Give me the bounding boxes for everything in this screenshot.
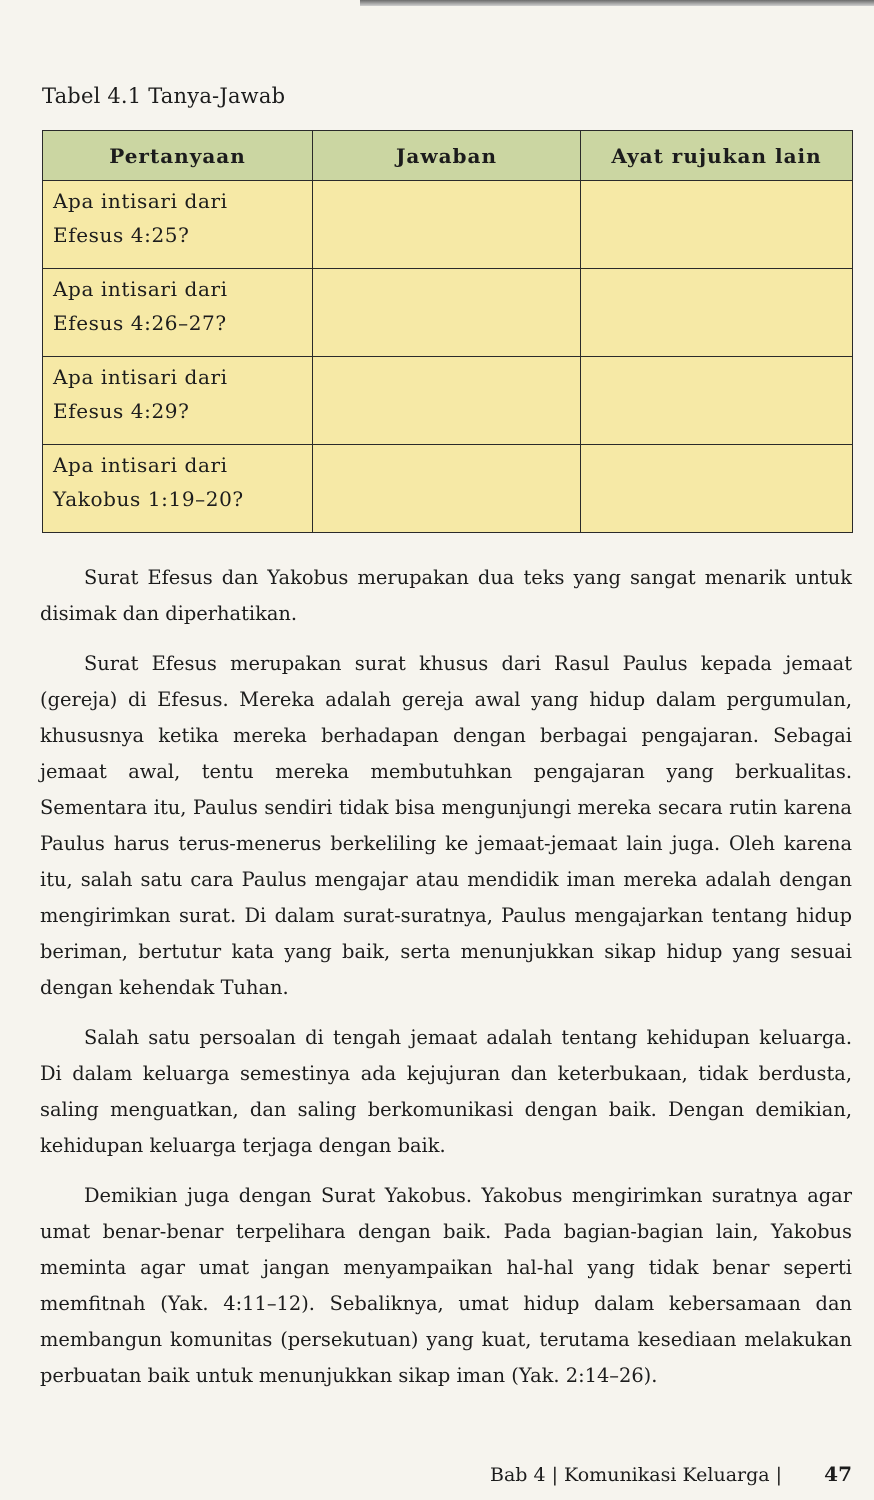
- answer-cell: [313, 445, 581, 533]
- reference-cell: [581, 181, 853, 269]
- paragraph: Surat Efesus merupakan surat khusus dari Rasul Paulus kepada jemaat (gereja) di Efesus. Mereka adalah gereja awal yang hidup dalam pergumulan, khususnya ketika mereka berhadapan dengan berbagai pengajaran. Sebagai jemaat awal, tentu mereka membutuhkan pengajaran yang berkualitas. Sementara itu, Paulus sendiri tidak bisa mengunjungi mereka secara rutin karena Paulus harus terus-menerus berkeliling ke jemaat-jemaat lain juga. Oleh karena itu, salah satu cara Paulus mengajar atau mendidik iman mereka adalah dengan mengirimkan surat. Di dalam surat-suratnya, Paulus mengajarkan tentang hidup beriman, bertutur kata yang baik, serta menunjukkan sikap hidup yang sesuai dengan kehendak Tuhan.: [40, 652, 852, 999]
- question-line: Yakobus 1:19–20?: [53, 487, 244, 511]
- answer-cell: [313, 181, 581, 269]
- page-number: 47: [824, 1462, 852, 1486]
- question-line: Efesus 4:26–27?: [53, 311, 227, 335]
- question-line: Apa intisari dari: [53, 189, 228, 213]
- question-cell: [43, 357, 313, 445]
- reference-cell: [581, 445, 853, 533]
- question-cell: [43, 269, 313, 357]
- table-row: [43, 357, 853, 445]
- table-row: [43, 181, 853, 269]
- table-row: [43, 445, 853, 533]
- question-cell: [43, 181, 313, 269]
- question-line: Apa intisari dari: [53, 277, 228, 301]
- paragraph: Demikian juga dengan Surat Yakobus. Yakobus mengirimkan suratnya agar umat benar-benar terpelihara dengan baik. Pada bagian-bagian lain, Yakobus meminta agar umat jangan menyampaikan hal-hal yang tidak benar seperti memfitnah (Yak. 4:11–12). Sebaliknya, umat hidup dalam kebersamaan dan membangun komunitas (persekutuan) yang kuat, terutama kesediaan melakukan perbuatan baik untuk menunjukkan sikap iman (Yak. 2:14–26).: [40, 1184, 852, 1387]
- page-top-edge: [360, 0, 874, 6]
- header-question: Pertanyaan: [43, 131, 313, 181]
- page-footer: [490, 1462, 852, 1486]
- reference-cell: [581, 357, 853, 445]
- reference-cell: [581, 269, 853, 357]
- question-line: Efesus 4:25?: [53, 223, 190, 247]
- answer-cell: [313, 357, 581, 445]
- table-row: [43, 269, 853, 357]
- qa-table: [42, 130, 853, 533]
- body-text: [40, 560, 852, 1408]
- paragraph: Salah satu persoalan di tengah jemaat adalah tentang kehidupan keluarga. Di dalam keluarga semestinya ada kejujuran dan keterbukaan, tidak berdusta, saling menguatkan, dan saling berkomunikasi dengan baik. Dengan demikian, kehidupan keluarga terjaga dengan baik.: [40, 1026, 852, 1157]
- header-answer: Jawaban: [313, 131, 581, 181]
- table-header-row: [43, 131, 853, 181]
- question-line: Apa intisari dari: [53, 453, 228, 477]
- question-line: Efesus 4:29?: [53, 399, 190, 423]
- answer-cell: [313, 269, 581, 357]
- header-reference: Ayat rujukan lain: [581, 131, 853, 181]
- table-caption: Tabel 4.1 Tanya-Jawab: [42, 84, 286, 108]
- chapter-label: Bab 4 | Komunikasi Keluarga |: [490, 1464, 783, 1486]
- question-line: Apa intisari dari: [53, 365, 228, 389]
- paragraph: Surat Efesus dan Yakobus merupakan dua teks yang sangat menarik untuk disimak dan diperhatikan.: [40, 566, 852, 625]
- question-cell: [43, 445, 313, 533]
